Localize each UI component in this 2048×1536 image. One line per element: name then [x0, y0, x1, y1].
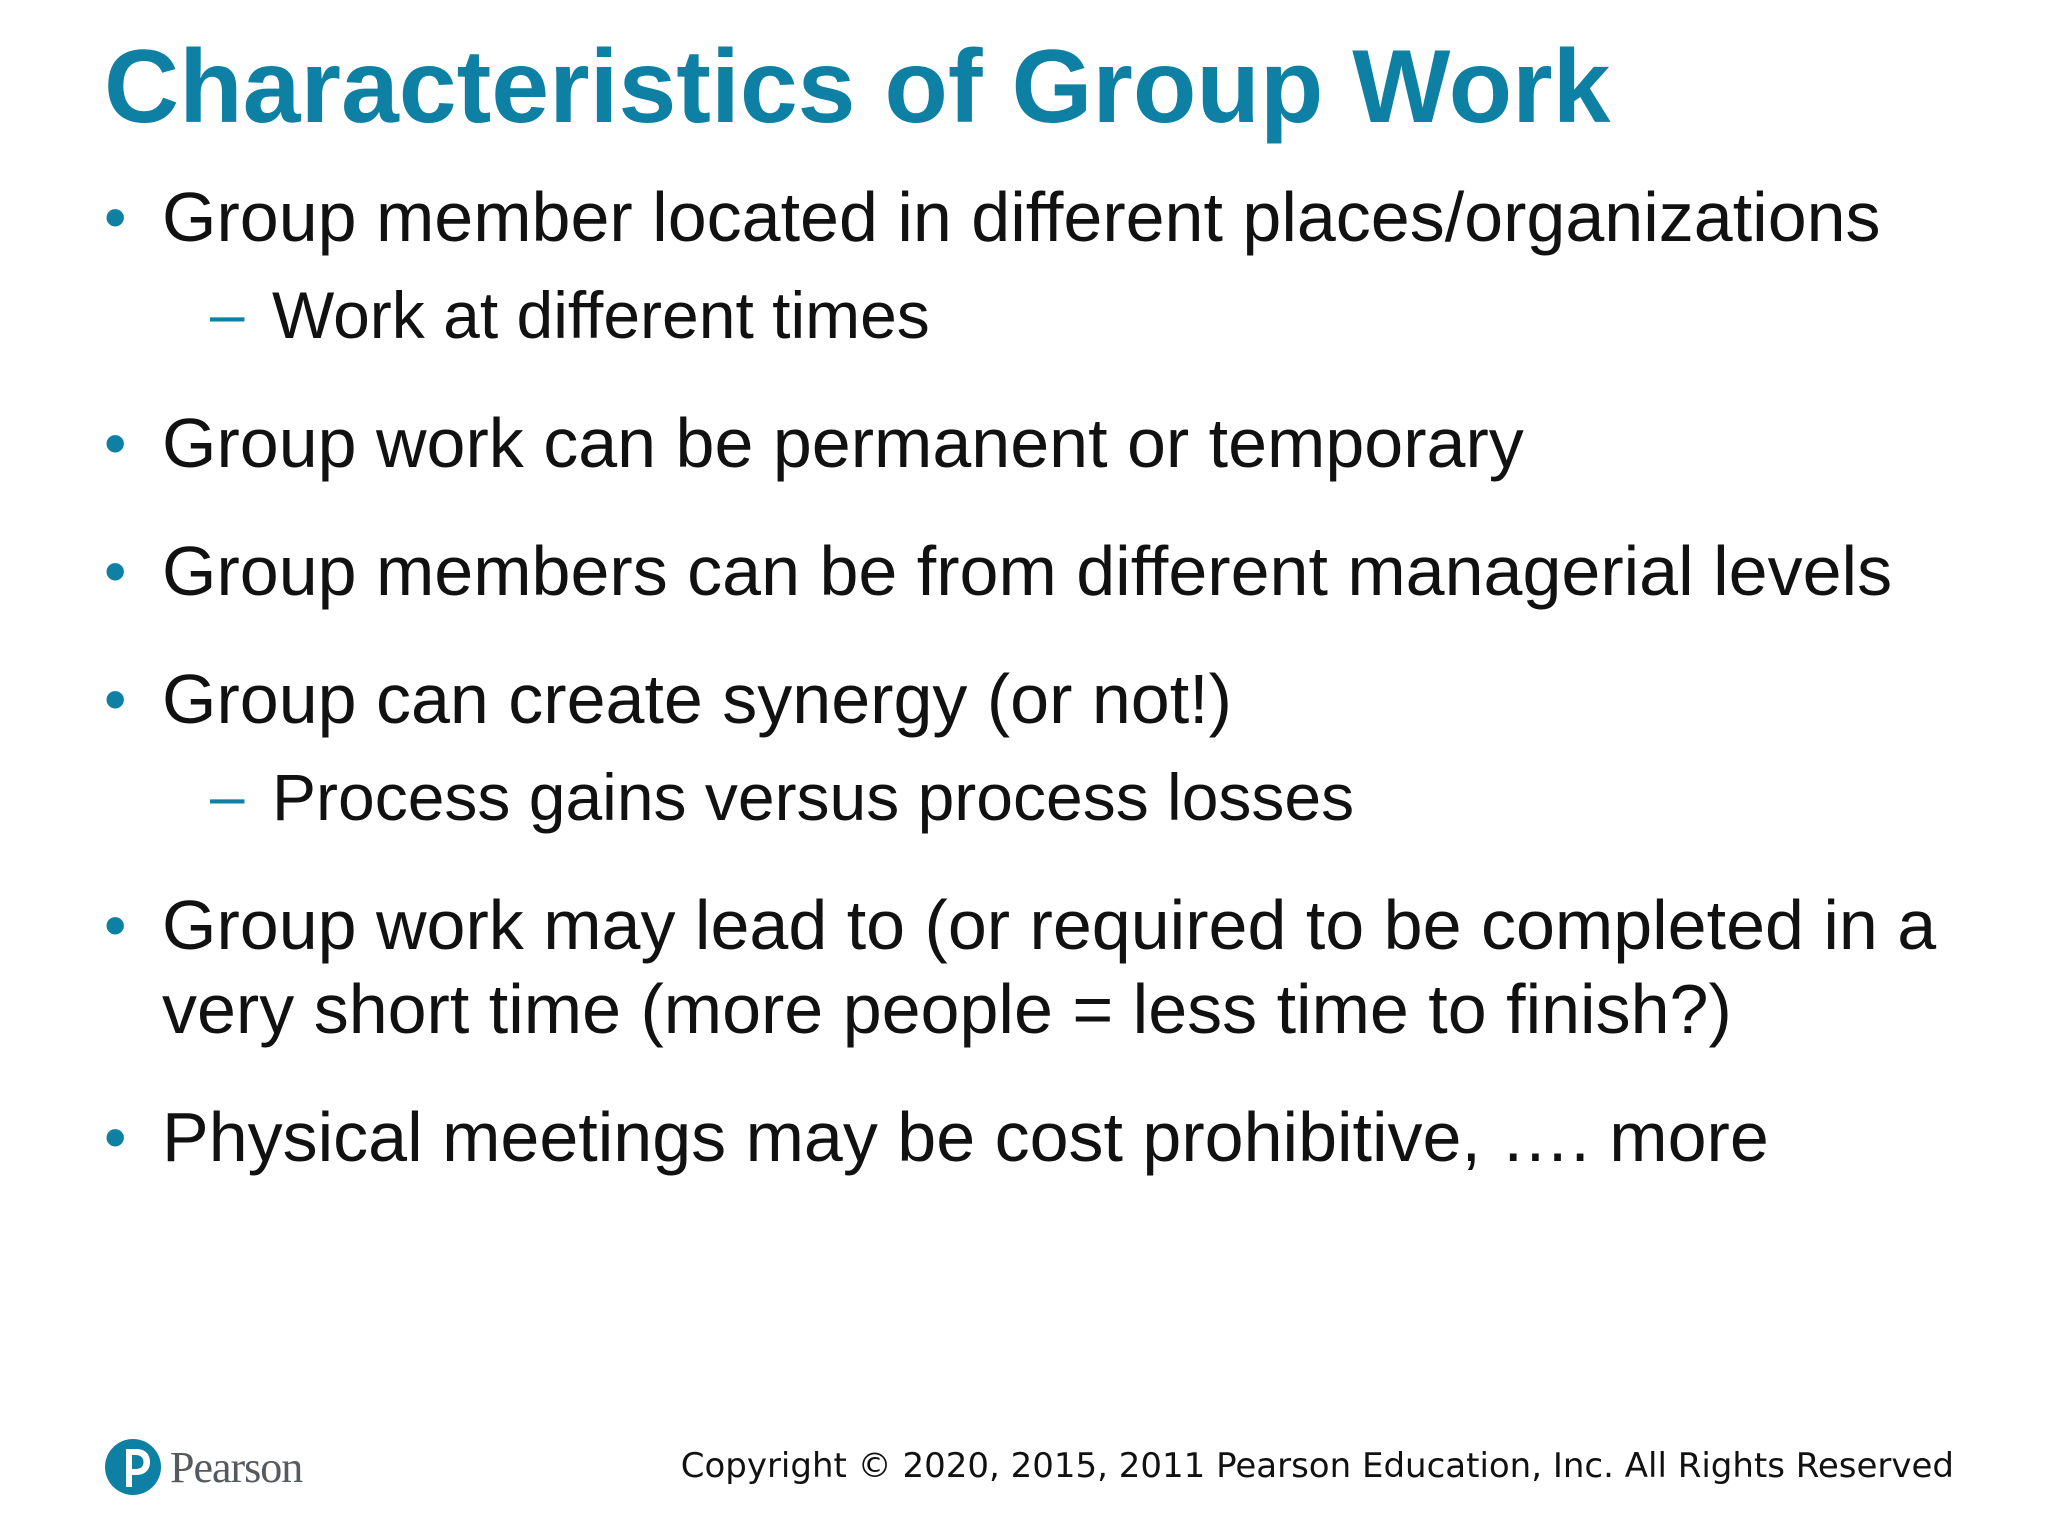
sub-bullet-text: Work at different times [272, 278, 930, 352]
bullet-text: Group work may lead to (or required to be completed in a very short time (more people = less time to finish?) [162, 886, 1937, 1048]
copyright-notice: Copyright © 2020, 2015, 2011 Pearson Education, Inc. All Rights Reserved [680, 1446, 1954, 1486]
sub-bullet-marker: – [210, 762, 245, 831]
slide-footer [0, 1432, 2048, 1512]
bullet-item [104, 1095, 1984, 1179]
pearson-logo [104, 1432, 302, 1502]
bullet-text: Group can create synergy (or not!) [162, 660, 1232, 738]
sub-bullet-item [162, 273, 1984, 357]
bullet-text: Group member located in different places/organizations [162, 178, 1881, 256]
bullet-text: Group members can be from different managerial levels [162, 532, 1893, 610]
bullet-item [104, 401, 1984, 485]
bullet-item [104, 175, 1984, 357]
bullet-text: Group work can be permanent or temporary [162, 404, 1524, 482]
bullet-marker: • [104, 1101, 127, 1173]
slide-title: Characteristics of Group Work [104, 29, 1611, 145]
sub-bullet-marker: – [210, 280, 245, 349]
bullet-list [104, 175, 1984, 1223]
bullet-item [104, 883, 1984, 1051]
bullet-marker: • [104, 535, 127, 607]
bullet-item [104, 529, 1984, 613]
pearson-logo-icon [104, 1432, 162, 1502]
pearson-logo-wordmark: Pearson [170, 1442, 303, 1492]
sub-bullet-text: Process gains versus process losses [272, 760, 1355, 834]
bullet-marker: • [104, 407, 127, 479]
bullet-marker: • [104, 889, 127, 961]
bullet-text: Physical meetings may be cost prohibitive, …. more [162, 1098, 1769, 1176]
sub-bullet-list [162, 273, 1984, 357]
sub-bullet-item [162, 755, 1984, 839]
bullet-marker: • [104, 181, 127, 253]
bullet-item [104, 657, 1984, 839]
bullet-marker: • [104, 663, 127, 735]
sub-bullet-list [162, 755, 1984, 839]
